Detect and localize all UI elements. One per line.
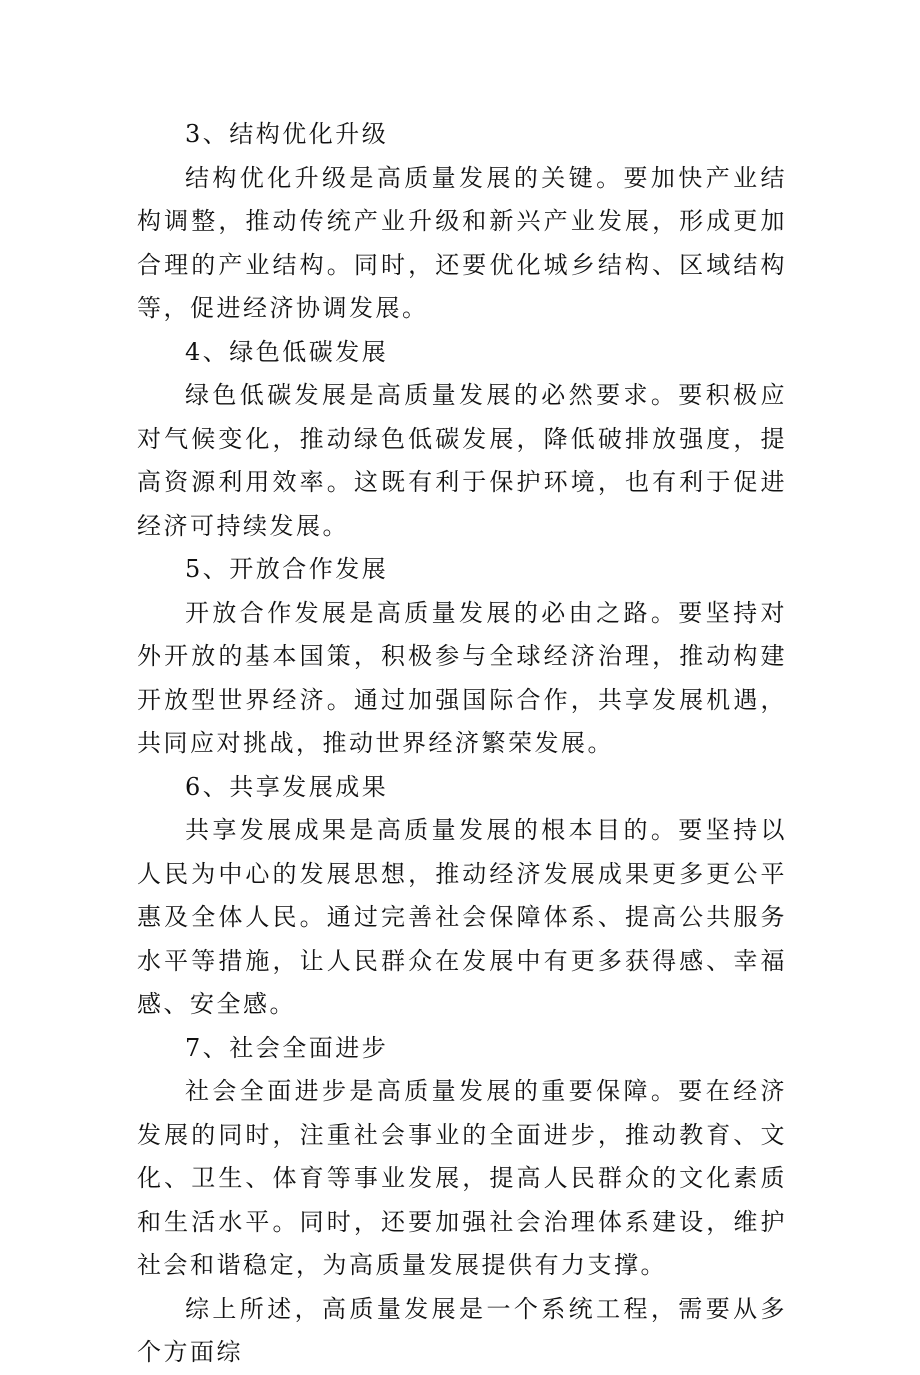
section-heading: 6、共享发展成果 bbox=[185, 772, 389, 801]
conclusion-paragraph: 综上所述，高质量发展是一个系统工程，需要从多个方面综 bbox=[137, 1294, 787, 1366]
section-heading: 7、社会全面进步 bbox=[185, 1033, 389, 1062]
section-paragraph: 绿色低碳发展是高质量发展的必然要求。要积极应对气候变化，推动绿色低碳发展，降低破排放强度，提高资源利用效率。这既有利于保护环境，也有利于促进经济可持续发展。 bbox=[137, 381, 787, 540]
section-paragraph: 结构优化升级是高质量发展的关键。要加快产业结构调整，推动传统产业升级和新兴产业发展，形成更加合理的产业结构。同时，还要优化城乡结构、区域结构等，促进经济协调发展。 bbox=[137, 163, 787, 322]
section-heading: 5、开放合作发展 bbox=[185, 555, 389, 583]
section-paragraph: 开放合作发展是高质量发展的必由之路。要坚持对外开放的基本国策，积极参与全球经济治理，推动构建开放型世界经济。通过加强国际合作，共享发展机遇，共同应对挑战，推动世界经济繁荣发展。 bbox=[137, 598, 787, 757]
section-paragraph: 社会全面进步是高质量发展的重要保障。要在经济发展的同时，注重社会事业的全面进步，推动教育、文化、卫生、体育等事业发展，提高人民群众的文化素质和生活水平。同时，还要加强社会治理体系建设，维护社会和谐稳定，为高质量发展提供有力支撑。 bbox=[137, 1077, 787, 1279]
section-heading: 3、结构优化升级 bbox=[185, 120, 389, 148]
document-body bbox=[137, 113, 787, 1375]
section-heading: 4、绿色低碳发展 bbox=[185, 337, 389, 366]
section-paragraph: 共享发展成果是高质量发展的根本目的。要坚持以人民为中心的发展思想，推动经济发展成果更多更公平惠及全体人民。通过完善社会保障体系、提高公共服务水平等措施，让人民群众在发展中有更多获得感、幸福感、安全感。 bbox=[137, 816, 787, 1018]
